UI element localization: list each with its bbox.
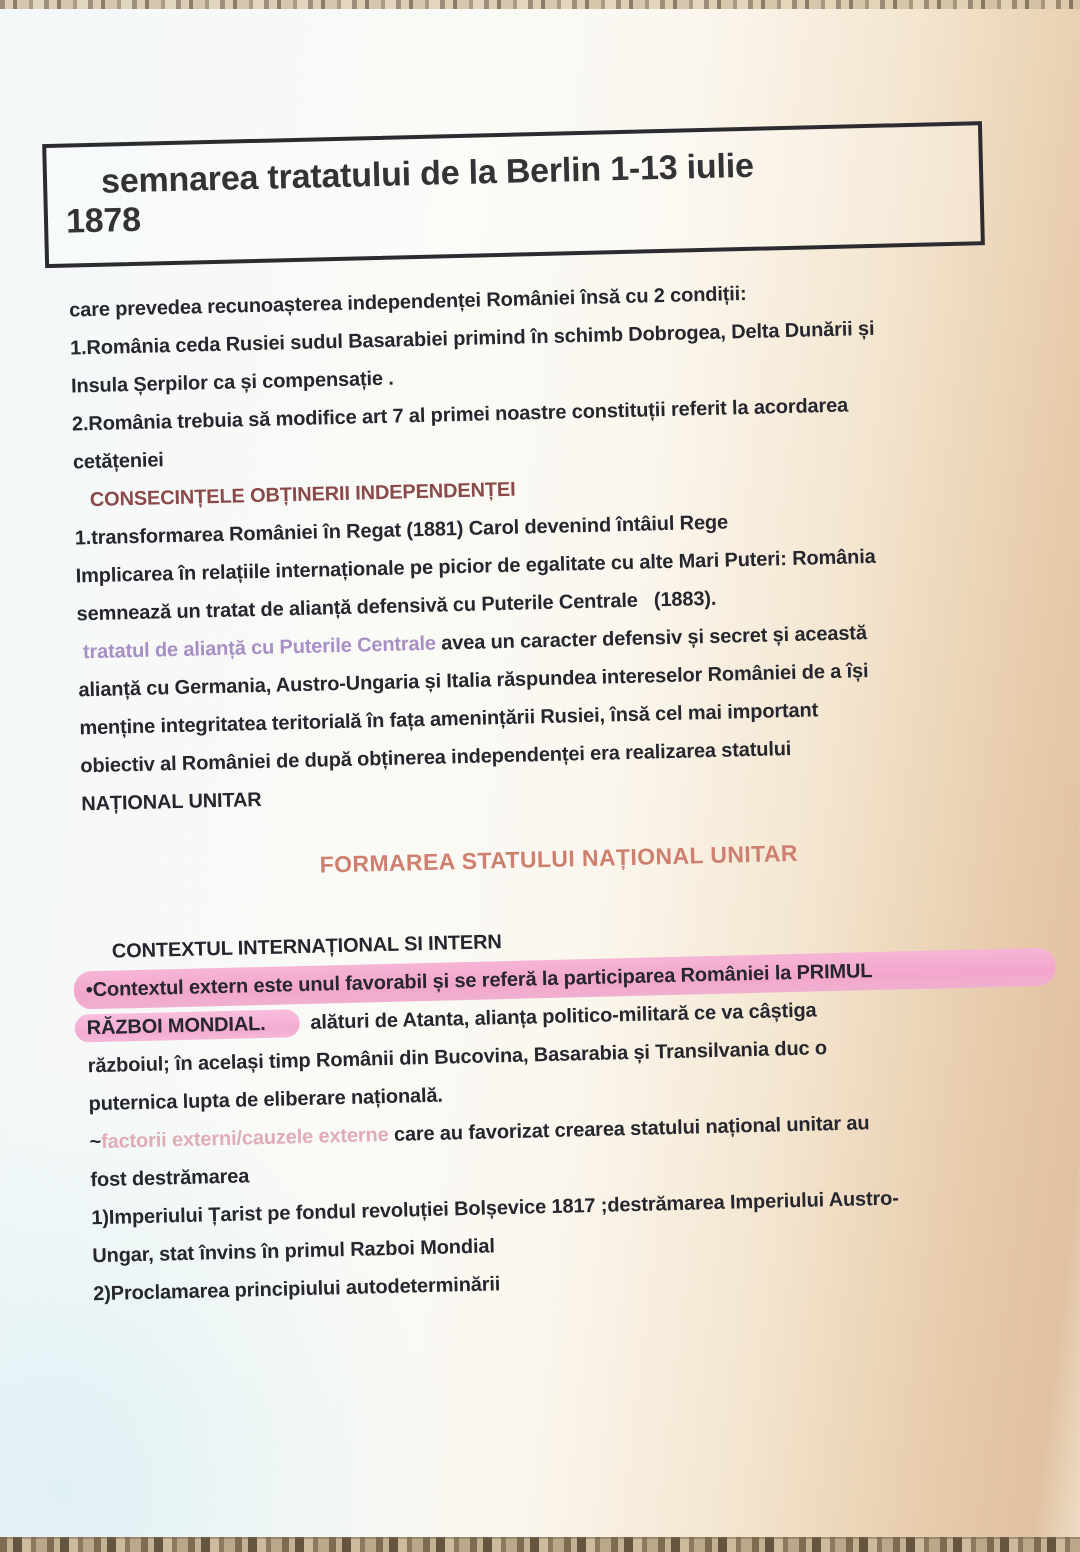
text-segment: 1.transformarea României în Regat (1881) Carol devenind întâiul Rege — [74, 511, 729, 550]
highlight-pill-text: RĂZBOI MONDIAL. — [74, 1009, 299, 1042]
page-title-line2: 1878 — [65, 200, 142, 241]
text-segment: războiul; în același timp Românii din Bucovina, Basarabia și Transilvania duc o — [87, 1037, 828, 1078]
page-title-line1: semnarea tratatului de la Berlin 1-13 iulie — [100, 146, 755, 201]
photo-bottom-edge — [0, 1537, 1080, 1552]
text-segment: 2)Proclamarea principiului autodeterminării — [93, 1273, 501, 1306]
text-segment: tratatul de alianță cu Puterile Centrale — [77, 632, 442, 664]
text-segment: ~ — [89, 1130, 102, 1154]
text-segment: semnează un tratat de alianță defensivă cu Puterile Centrale (1883). — [76, 587, 717, 626]
text-segment: avea un caracter defensiv și secret și această — [441, 622, 868, 655]
text-segment: puternica lupta de eliberare națională. — [88, 1084, 444, 1116]
text-segment: CONSECINȚELE OBȚINERII INDEPENDENȚEI — [89, 478, 516, 512]
text-segment: 1)Imperiului Țarist pe fondul revoluției Bolșevice 1817 ;destrămarea Imperiului Austro- — [91, 1187, 899, 1230]
text-segment: 2.România trebuia să modifice art 7 al primei noastre constituții referit la acordarea — [71, 394, 849, 436]
text-segment: 1.România ceda Rusiei sudul Basarabiei primind în schimb Dobrogea, Delta Dunării și — [69, 317, 875, 360]
text-segment: care prevedea recunoașterea independenței României însă cu 2 condiții: — [68, 282, 747, 322]
text-body — [69, 268, 1046, 1313]
text-segment: Insula Șerpilor ca și compensație . — [70, 367, 394, 398]
section-heading-formarea — [82, 828, 1035, 891]
text-segment: NAȚIONAL UNITAR — [81, 788, 262, 816]
text-segment: factorii externi/cauzele externe — [100, 1123, 389, 1153]
text-segment: Implicarea în relațiile internaționale pe picior de egalitate cu alte Mari Puteri: România — [75, 545, 876, 588]
title-box — [42, 121, 985, 268]
text-segment: cetățeniei — [72, 449, 164, 474]
text-segment: alături de Atanta, alianța politico-militară ce va câștiga — [299, 999, 817, 1035]
text-segment: CONTEXTUL INTERNAȚIONAL SI INTERN — [111, 931, 502, 963]
text-segment: •Contextul extern este unul favorabil și se referă la participarea României la PRIMUL — [85, 960, 873, 1002]
text-segment: fost destrămarea — [90, 1165, 250, 1192]
text-segment: care au favorizat crearea statului național unitar au — [388, 1112, 870, 1146]
text-segment: Ungar, stat învins în primul Razboi Mondial — [92, 1235, 495, 1268]
text-segment: obiectiv al României de după obținerea independenței era realizarea statului — [80, 738, 792, 778]
text-segment: menține integritatea teritorială în fața amenințării Rusiei, însă cel mai important — [79, 699, 819, 740]
photo-top-edge — [0, 0, 1080, 9]
text-segment: FORMAREA STATULUI NAȚIONAL UNITAR — [319, 839, 799, 878]
text-segment: alianță cu Germania, Austro-Ungaria și Italia răspundea intereselor României de a își — [78, 660, 869, 702]
